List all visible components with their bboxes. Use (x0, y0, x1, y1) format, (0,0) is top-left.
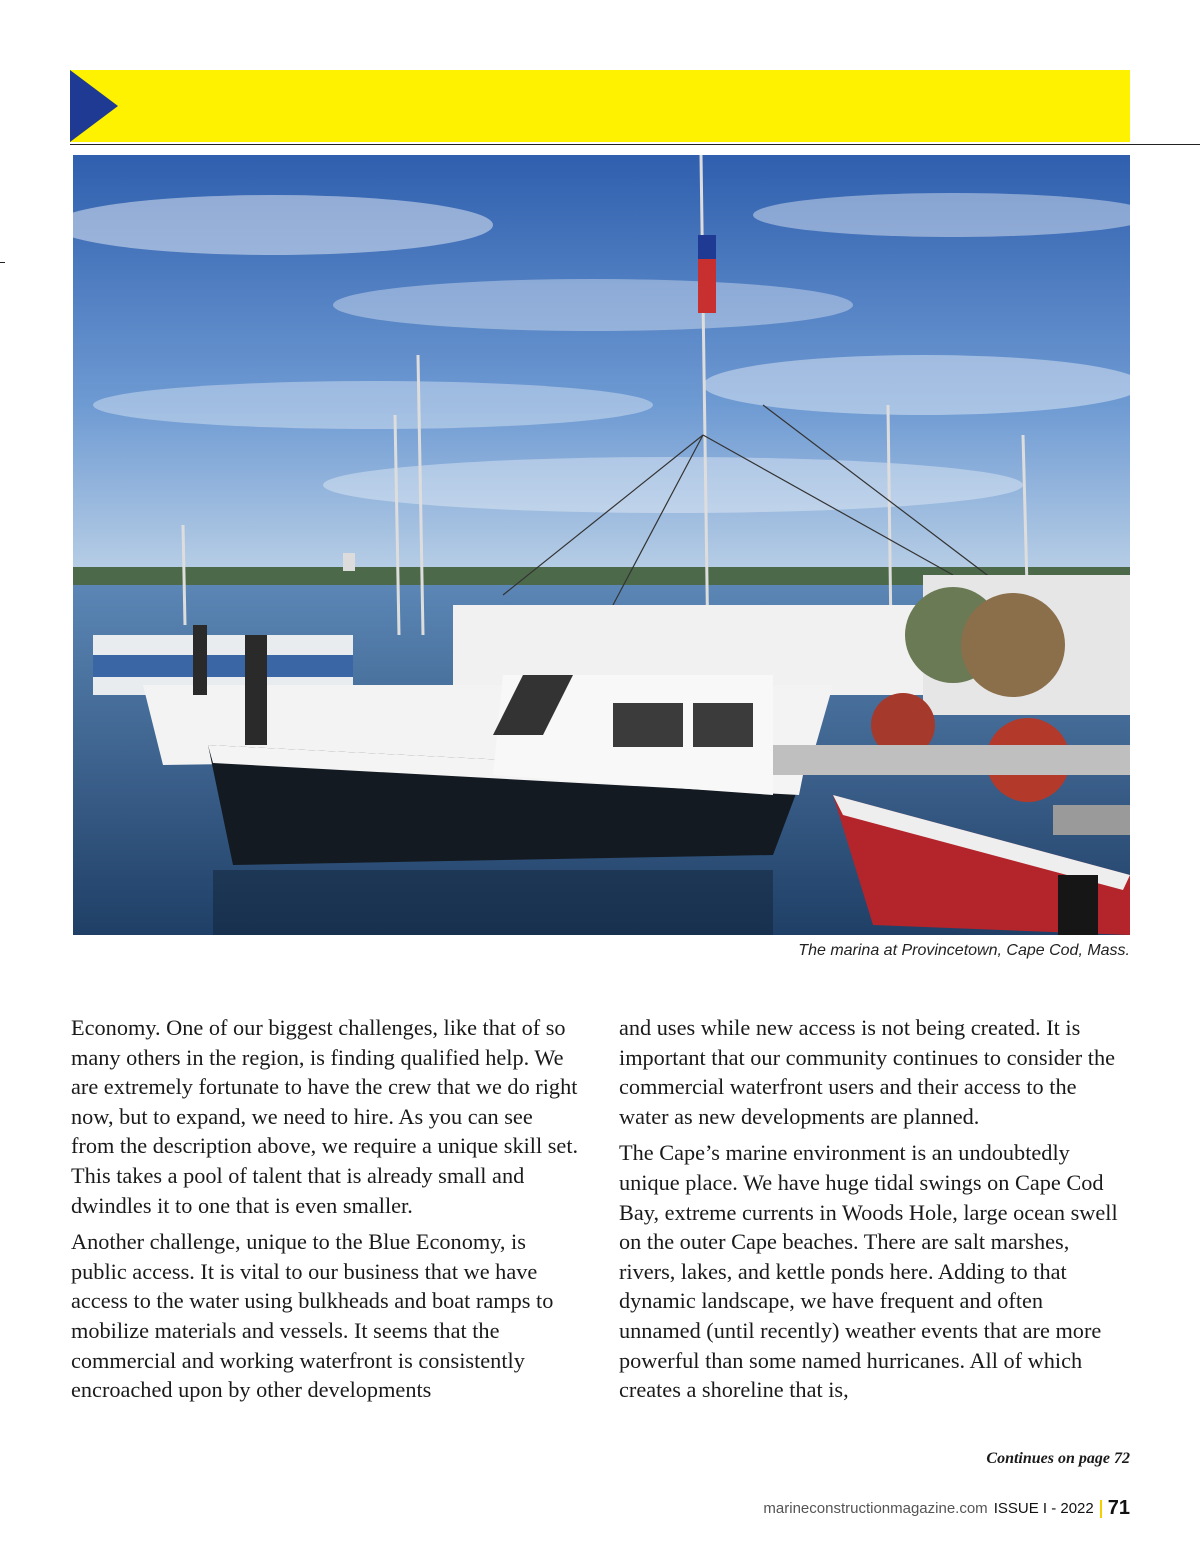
footer-divider (1100, 1500, 1102, 1518)
photo-caption: The marina at Provincetown, Cape Cod, Mass. (798, 942, 1130, 959)
section-banner (70, 70, 1130, 142)
page-footer (763, 1497, 1130, 1520)
margin-tick (0, 262, 5, 263)
paragraph: The Cape’s marine environment is an undoubtedly unique place. We have huge tidal swings on Cape Cod Bay, extreme currents in Woods Hole, large ocean swell on the outer Cape beaches. There are salt marshes, rivers, lakes, and kettle ponds here. Adding to that dynamic landscape, we have frequent and often unnamed (until recently) weather events that are more powerful than some named hurricanes. All of which creates a shoreline that is, (619, 1140, 1118, 1403)
continues-link[interactable]: Continues on page 72 (986, 1450, 1130, 1467)
footer-issue: ISSUE I - 2022 (993, 1500, 1094, 1517)
marina-photo (73, 155, 1130, 935)
banner-arrow-icon (70, 70, 118, 142)
header-rule (70, 144, 1200, 145)
left-column (71, 1013, 581, 1412)
page-number: 71 (1107, 1497, 1130, 1519)
paragraph: and uses while new access is not being created. It is important that our community continues to consider the commercial waterfront users and their access to the water as new developments are planned. (619, 1015, 1116, 1129)
right-column (619, 1013, 1129, 1412)
footer-site: marineconstructionmagazine.com (763, 1500, 988, 1517)
paragraph: Another challenge, unique to the Blue Economy, is public access. It is vital to our business that we have access to the water using bulkheads and boat ramps to mobilize materials and vessels. It seems that the commercial and working waterfront is consistently encroached upon by other developments (71, 1229, 554, 1403)
paragraph: Economy. One of our biggest challenges, like that of so many others in the region, is finding qualified help. We are extremely fortunate to have the crew that we do right now, but to expand, we need to hire. As you can see from the description above, we require a unique skill set. This takes a pool of talent that is already small and dwindles it to one that is even smaller. (71, 1015, 579, 1218)
